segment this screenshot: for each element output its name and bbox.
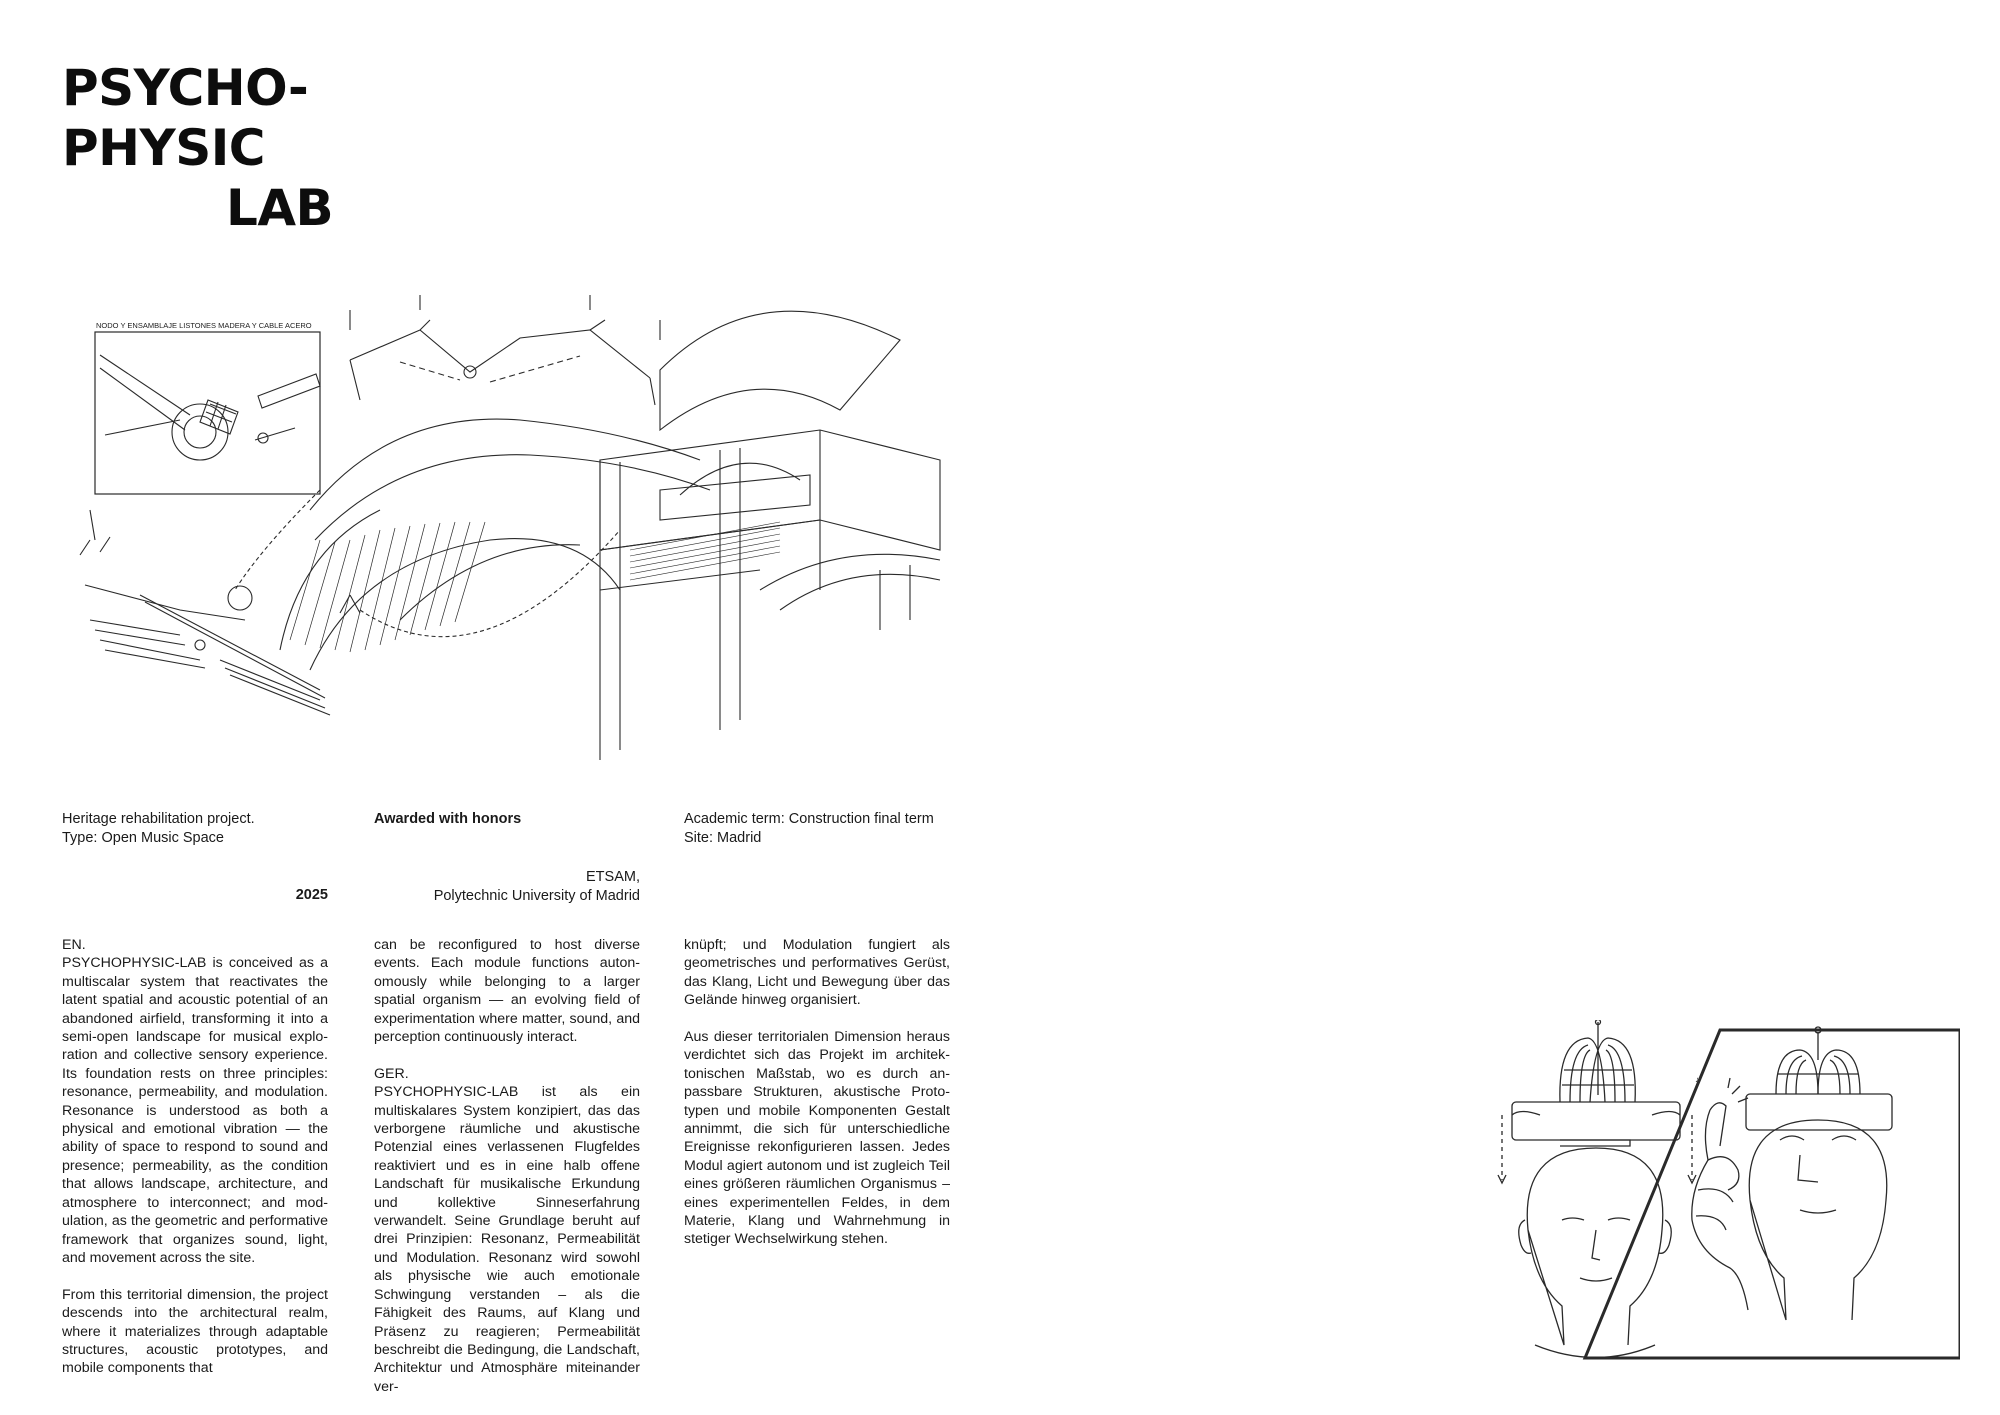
meta-right — [684, 810, 934, 848]
text-column-1 — [62, 936, 328, 1396]
german-second-paragraph: Aus dieser territorialen Dimension heraus verdichtet sich das Projekt im architektonischen Maßstab, wo es durch anpassbare Strukturen, akustische Prototypen und mobile Komponenten Gestalt annimmt, die sich für unterschiedliche Ereignisse rekonfigurieren lassen. Jedes Modul agiert autonom und ist zugleich Teil eines größeren räumlichen Organismus – eines experimentellen Feldes, in dem Materie, Klang und Wahrnehmung in stetiger Wechselwirkung stehen. — [684, 1029, 950, 1248]
exploded-headset — [1512, 1020, 1680, 1146]
project-year: 2025 — [295, 887, 328, 903]
project-type-line: Heritage rehabilitation project. — [62, 811, 255, 827]
headset-prototype-illustration — [1480, 1020, 1960, 1370]
academic-term-line: Academic term: Construction final term — [684, 811, 934, 827]
title-line-1: PSYCHO- — [62, 59, 309, 117]
university-name: Polytechnic University of Madrid — [433, 888, 640, 904]
text-column-2 — [374, 936, 640, 1415]
english-second-paragraph: From this territorial dimension, the project descends into the architectural realm, where it materializes through adaptable structures, acoustic prototypes, and mobile components that — [62, 1286, 328, 1377]
text-column-3 — [684, 936, 950, 1267]
institution — [374, 868, 640, 906]
english-continuation-paragraph: can be reconfigured to host diverse events. Each module functions autonomously while belonging to a larger spatial organism — an evolving field of experimentation where matter, sound, and perception continuously interact. — [374, 937, 640, 1046]
space-type-line: Type: Open Music Space — [62, 830, 224, 846]
german-intro-paragraph: GER. PSYCHOPHYSIC-LAB ist als ein multiskalares System konzipiert, das das verborgene räumliche und akustische Potenzial eines verlassenen Flugfeldes reaktiviert und es in eine halb offene Landschaft für musikalische Erkundung und kollektive Sinneserfahrung verwandelt. Seine Grundlage beruht auf drei Prinzipien: Resonanz, Permeabilität und Modulation. Resonanz wird sowohl als physische wie auch emotionale Schwingung verstanden – als die Fähigkeit des Raums, auf Klang und Präsenz zu reagieren; Permeabilität beschreibt die Bedingung, die Landschaft, Architektur und Atmosphäre miteinander ver- — [374, 1065, 640, 1395]
axonometric-structure-drawing — [60, 290, 960, 760]
english-intro-paragraph: EN. PSYCHOPHYSIC-LAB is conceived as a multiscalar system that reactivates the latent spatial and acoustic potential of an abandoned airfield, transforming it into a semi-open landscape for musical exploration and collective sensory experience. Its foundation rests on three principles: resonance, permeability, and modulation. Resonance is understood as both a physical and emotional vibration — the ability of space to respond to sound and presence; permeability, as the condition that allows landscape, architecture, and atmosphere to interconnect; and modulation, as the geometric and performative framework that organizes sound, light, and movement across the site. — [62, 937, 328, 1266]
svg-text:♪: ♪ — [1695, 1075, 1699, 1084]
detail-caption: NODO Y ENSAMBLAJE LISTONES MADERA Y CABLE ACERO — [96, 321, 312, 330]
page-title — [62, 58, 333, 238]
award-label: Awarded with honors — [374, 811, 522, 827]
title-line-2: PHYSIC — [62, 119, 266, 177]
meta-left — [62, 810, 255, 848]
title-line-3: LAB — [226, 179, 334, 237]
german-continuation-paragraph: knüpft; und Modulation fungiert als geometrisches und performatives Gerüst, das Klang, Licht und Bewegung über das Gelände hinweg organisiert. — [684, 937, 950, 1009]
site-line: Site: Madrid — [684, 830, 762, 846]
school-name: ETSAM, — [586, 869, 640, 885]
